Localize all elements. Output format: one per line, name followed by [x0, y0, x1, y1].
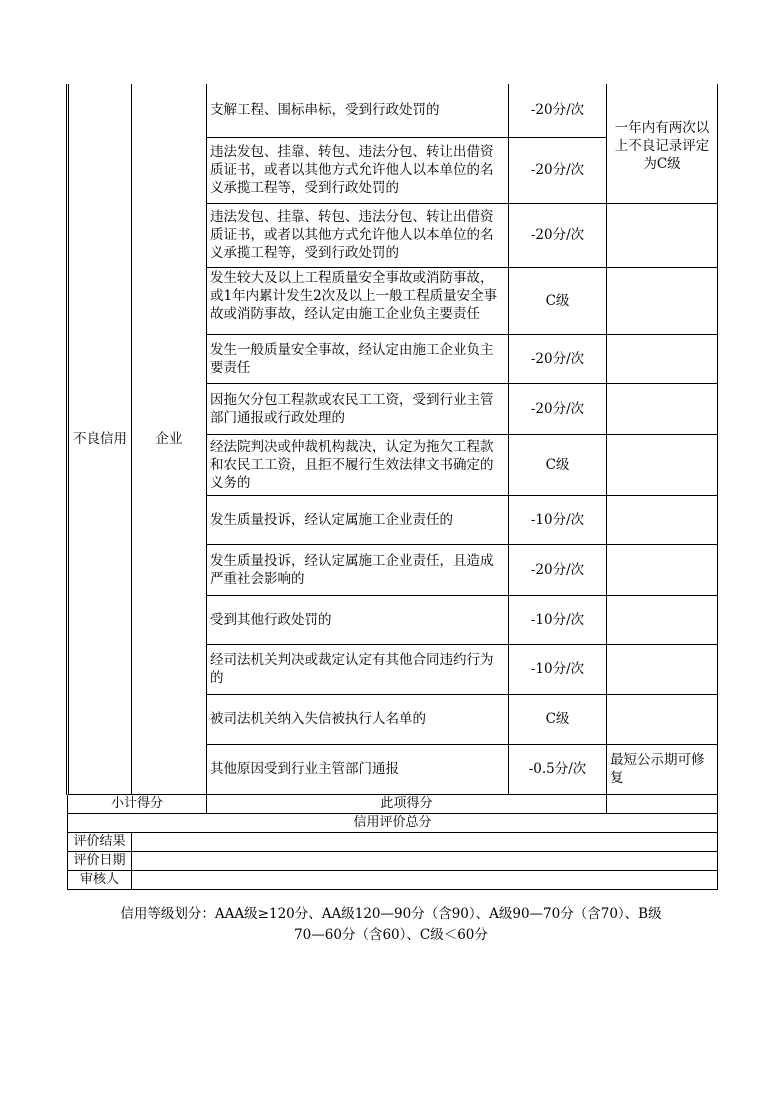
item-score: -20分/次	[509, 84, 607, 137]
item-score: -10分/次	[509, 495, 607, 544]
item-desc: 发生质量投诉，经认定属施工企业责任的	[207, 495, 509, 544]
credit-evaluation-table-area	[66, 84, 716, 890]
item-score: -20分/次	[509, 137, 607, 203]
credit-evaluation-table	[66, 84, 718, 890]
result-value[interactable]	[132, 832, 718, 851]
note-empty	[607, 434, 718, 495]
table-row	[68, 84, 718, 137]
item-desc: 违法发包、挂靠、转包、违法分包、转让出借资质证书，或者以其他方式允许他人以本单位的名义承揽工程等，受到行政处罚的	[207, 203, 509, 267]
item-desc: 受到其他行政处罚的	[207, 595, 509, 644]
note-empty	[607, 383, 718, 434]
item-score: C级	[509, 434, 607, 495]
note-empty	[607, 544, 718, 595]
item-desc: 发生质量投诉，经认定属施工企业责任，且造成严重社会影响的	[207, 544, 509, 595]
item-score: -10分/次	[509, 644, 607, 694]
result-row	[68, 832, 718, 851]
item-score-value[interactable]	[607, 794, 718, 813]
note-empty	[607, 495, 718, 544]
item-desc: 支解工程、围标串标，受到行政处罚的	[207, 84, 509, 137]
item-desc	[207, 267, 509, 334]
item-score: C级	[509, 267, 607, 334]
note-empty	[607, 334, 718, 383]
item-score: -20分/次	[509, 383, 607, 434]
reviewer-row	[68, 870, 718, 889]
item-desc: 因拖欠分包工程款或农民工工资，受到行业主管部门通报或行政处理的	[207, 383, 509, 434]
item-score: C级	[509, 694, 607, 744]
item-score: -20分/次	[509, 334, 607, 383]
subject-cell: 企业	[132, 84, 207, 794]
item-desc: 发生一般质量安全事故，经认定由施工企业负主要责任	[207, 334, 509, 383]
subtotal-label: 小计得分	[68, 794, 207, 813]
item-desc: 经司法机关判决或裁定认定有其他合同违约行为的	[207, 644, 509, 694]
result-label: 评价结果	[68, 832, 132, 851]
item-desc: 其他原因受到行业主管部门通报	[207, 744, 509, 794]
note-empty	[607, 267, 718, 334]
credit-grade-note	[66, 904, 716, 946]
date-value[interactable]	[132, 851, 718, 870]
total-row	[68, 813, 718, 832]
item-desc-text: 发生较大及以上工程质量安全事故或消防事故，或1年内累计发生2次及以上一般工程质量安全事故或消防事故，经认定由施工企业负主要责任	[210, 269, 498, 322]
category-cell: 不良信用	[68, 84, 132, 794]
note-empty	[607, 694, 718, 744]
note-empty	[607, 203, 718, 267]
item-desc: 被司法机关纳入失信被执行人名单的	[207, 694, 509, 744]
date-label: 评价日期	[68, 851, 132, 870]
reviewer-value[interactable]	[132, 870, 718, 889]
grade-line-1: 信用等级划分：AAA级≥120分、AA级120—90分（含90）、A级90—70分（含70）、B级	[120, 906, 662, 922]
item-desc: 经法院判决或仲裁机构裁决，认定为拖欠工程款和农民工工资，且拒不履行生效法律文书确定的义务的	[207, 434, 509, 495]
date-row	[68, 851, 718, 870]
subtotal-row	[68, 794, 718, 813]
item-score: -20分/次	[509, 203, 607, 267]
item-score: -0.5分/次	[509, 744, 607, 794]
item-score: -20分/次	[509, 544, 607, 595]
item-score: -10分/次	[509, 595, 607, 644]
note-two-records: 一年内有两次以上不良记录评定为C级	[607, 84, 718, 203]
total-label: 信用评价总分	[68, 813, 718, 832]
grade-line-2: 70—60分（含60）、C级＜60分	[294, 927, 488, 943]
note-empty	[607, 644, 718, 694]
note-empty	[607, 595, 718, 644]
item-score-label: 此项得分	[207, 794, 607, 813]
item-desc: 违法发包、挂靠、转包、违法分包、转让出借资质证书，或者以其他方式允许他人以本单位的名义承揽工程等，受到行政处罚的	[207, 137, 509, 203]
reviewer-label: 审核人	[68, 870, 132, 889]
note-repair: 最短公示期可修复	[607, 744, 718, 794]
